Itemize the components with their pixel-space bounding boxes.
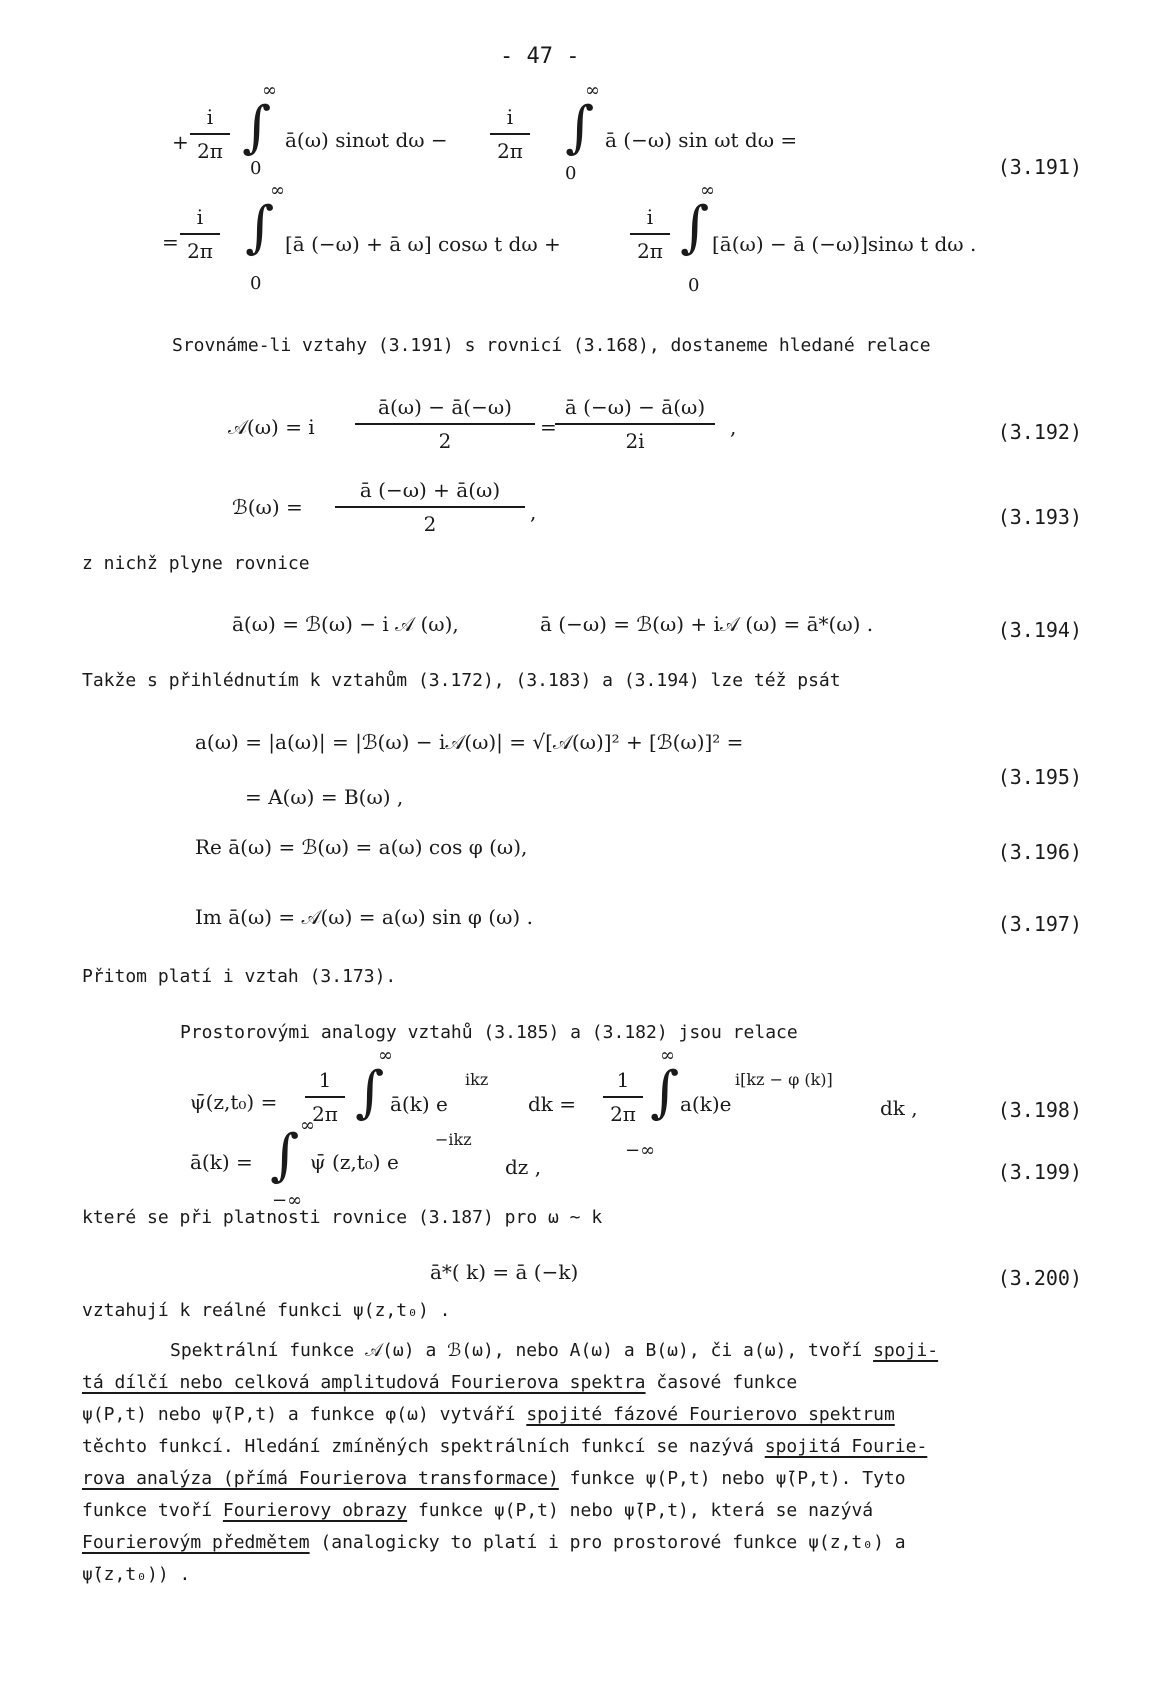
equation-number: (3.196) [997,840,1082,864]
integral-sign: ∫ [242,95,272,160]
eq193-fraction: $\frac{ā (-\omega) + ā(\omega)}{2}$ [335,478,525,536]
upper-limit: ∞ [700,180,715,201]
paragraph [82,1335,938,1591]
eq198-rhs: a(k)e [680,1092,732,1116]
fraction-i-over-2pi: $\frac{i}{2\pi}$ [190,105,230,163]
eq192-fraction-2: $\frac{ā (-\omega) - ā(\omega)}{2i}$ [555,395,715,453]
text-line: Takže s přihlédnutím k vztahům (3.172), (3.183) a (3.194) lze též psát [82,670,841,691]
lower-limit: 0 [250,158,262,179]
eq199-integrand: ψ̄ (z,t₀) e [310,1150,399,1174]
fraction-i-over-2pi: $\frac{i}{2\pi}$ [630,205,670,263]
eq192-fraction-1: $\frac{ā(\omega) - ā(-\omega)}{2}$ [355,395,535,453]
lower-limit: 0 [250,273,262,294]
equation-number: (3.194) [997,618,1082,642]
eq198-dk-2: dk , [880,1096,918,1120]
fraction-1-over-2pi: $\frac{1}{2\pi}$ [305,1068,345,1126]
lower-limit: −∞ [272,1190,303,1211]
equation-number: (3.193) [997,505,1082,529]
equals-sign: = [540,415,557,439]
eq198-exponent: ikz [465,1070,489,1089]
plus-sign: + [172,130,189,154]
upper-limit: ∞ [660,1045,675,1066]
eq198-exponent-2: i[kz − φ (k)] [735,1070,833,1089]
integral-sign: ∫ [650,1060,680,1125]
paragraph-line: Fourierovým předmětem (analogicky to platí i pro prostorové funkce ψ(z,t₀) a [82,1532,906,1553]
equation-number: (3.191) [997,155,1082,179]
eq194-part-b: ā (−ω) = ℬ(ω) + i𝒜 (ω) = ā*(ω) . [540,612,874,636]
fraction-1-over-2pi: $\frac{1}{2\pi}$ [603,1068,643,1126]
page-number: - 47 - [500,44,580,69]
equation-number: (3.200) [997,1266,1082,1290]
eq199-exponent: −ikz [435,1130,472,1149]
eq199-lhs: ā(k) = [190,1150,253,1174]
upper-limit: ∞ [300,1115,315,1136]
equation-number: (3.195) [997,765,1082,789]
eq191-line1-term2: ā (−ω) sin ωt dω = [605,128,798,152]
eq195-line1: a(ω) = |a(ω)| = |ℬ(ω) − i𝒜(ω)| = √[𝒜(ω)]² + [ℬ(ω)]² = [195,730,744,754]
upper-limit: ∞ [270,180,285,201]
paragraph-line: ψ(P,t) nebo ψ̄(P,t) a funkce φ(ω) vytváří spojité fázové Fourierovo spektrum [82,1404,895,1425]
integral-sign: ∫ [680,195,710,260]
integral-sign: ∫ [245,195,275,260]
equals-sign: = [162,230,179,254]
text-line: vztahují k reálné funkci ψ(z,t₀) . [82,1300,451,1321]
comma: , [730,415,737,439]
eq191-line1-term1: ā(ω) sinωt dω − [285,128,448,152]
paragraph-line: Spektrální funkce 𝒜(ω) a ℬ(ω), nebo A(ω) a B(ω), či a(ω), tvoří spoji- [170,1340,939,1361]
text-line: Prostorovými analogy vztahů (3.185) a (3.182) jsou relace [180,1022,798,1043]
lower-limit: 0 [688,275,700,296]
equation-number: (3.197) [997,912,1082,936]
eq197: Im ā(ω) = 𝒜(ω) = a(ω) sin φ (ω) . [195,905,533,929]
fraction-i-over-2pi: $\frac{i}{2\pi}$ [180,205,220,263]
eq195-line2: = A(ω) = B(ω) , [245,785,404,809]
text-line: z nichž plyne rovnice [82,553,310,574]
text-line: Přitom platí i vztah (3.173). [82,966,397,987]
integral-sign: ∫ [270,1123,300,1188]
paragraph-line: ψ̄(z,t₀)) . [82,1564,191,1585]
eq200: ā*( k) = ā (−k) [430,1260,579,1284]
integral-sign: ∫ [565,95,595,160]
eq196: Re ā(ω) = ℬ(ω) = a(ω) cos φ (ω), [195,835,528,859]
lower-limit: −∞ [625,1140,656,1161]
eq199-dz: dz , [505,1155,542,1179]
eq193-lhs: ℬ(ω) = [232,495,303,519]
eq194-part-a: ā(ω) = ℬ(ω) − i 𝒜 (ω), [232,612,459,636]
eq192-lhs: 𝒜(ω) = i [228,415,315,439]
paragraph-line: rova analýza (přímá Fourierova transformace) funkce ψ(P,t) nebo ψ̄(P,t). Tyto [82,1468,906,1489]
equation-number: (3.192) [997,420,1082,444]
paragraph-line: těchto funkcí. Hledání zmíněných spektrálních funkcí se nazývá spojitá Fourie- [82,1436,928,1457]
eq198-dk: dk = [528,1092,577,1116]
paragraph-line: funkce tvoří Fourierovy obrazy funkce ψ(P,t) nebo ψ̄(P,t), která se nazývá [82,1500,874,1521]
eq191-line2-term2: [ā(ω) − ā (−ω)]sinω t dω . [712,232,977,256]
comma: , [530,500,537,524]
eq191-line2-term1: [ā (−ω) + ā ω] cosω t dω + [285,232,561,256]
text-line: Srovnáme-li vztahy (3.191) s rovnicí (3.168), dostaneme hledané relace [172,335,931,356]
integral-sign: ∫ [355,1060,385,1125]
equation-number: (3.199) [997,1160,1082,1184]
fraction-i-over-2pi: $\frac{i}{2\pi}$ [490,105,530,163]
upper-limit: ∞ [262,80,277,101]
eq198-integrand: ā(k) e [390,1092,448,1116]
lower-limit: 0 [565,163,577,184]
upper-limit: ∞ [585,80,600,101]
text-line: které se při platnosti rovnice (3.187) pro ω ~ k [82,1207,603,1228]
eq198-lhs: ψ̄(z,t₀) = [190,1090,278,1114]
paragraph-line: tá dílčí nebo celková amplitudová Fourierova spektra časové funkce [82,1372,798,1393]
upper-limit: ∞ [378,1045,393,1066]
equation-number: (3.198) [997,1098,1082,1122]
